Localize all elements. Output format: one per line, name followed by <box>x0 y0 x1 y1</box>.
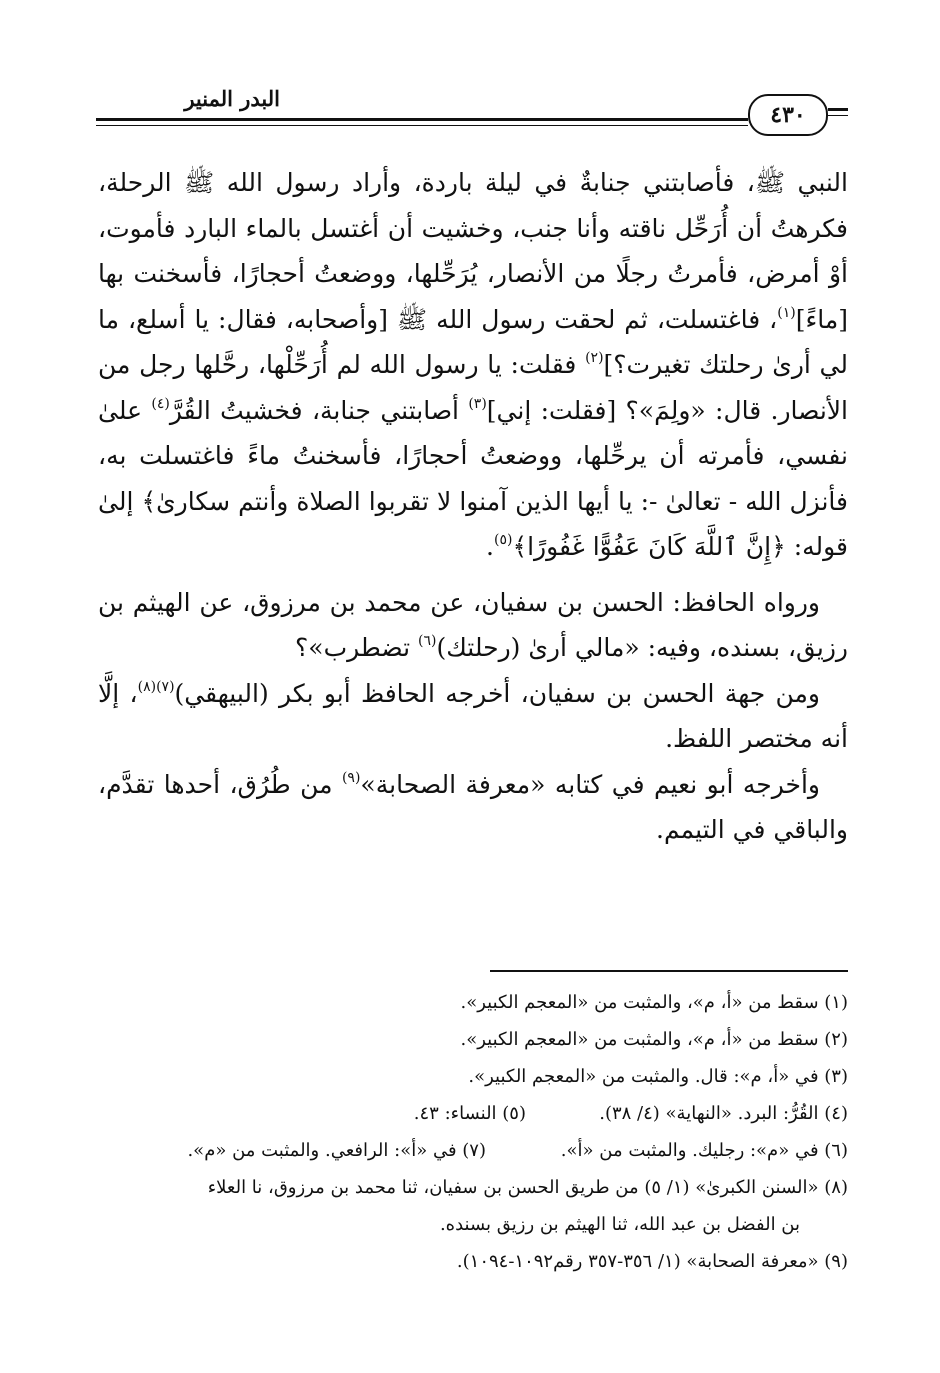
page-number: ٤٣٠ <box>748 94 828 136</box>
footnote-9: (٩) «معرفة الصحابة» (١/ ٣٥٦-٣٥٧ رقم١٠٩٢-١٠٩٤). <box>456 1251 848 1272</box>
footnote-row-4-5 <box>98 1095 848 1132</box>
footnote-ref-8[interactable]: (٨) <box>137 678 157 695</box>
footnote-8-continued: بن الفضل بن عبد الله، ثنا الهيثم بن رزيق بسنده. <box>439 1214 800 1235</box>
footnote-ref-1[interactable]: (١) <box>777 304 796 321</box>
paragraph-hafiz: ورواه الحافظ: الحسن بن سفيان، عن محمد بن مرزوق، عن الهيثم بن رزيق، بسنده، وفيه: «مالي أرىٰ (رحلتك)$^{(٦)}$ تضطرب»؟ <box>98 587 848 662</box>
header-rule-right <box>828 108 848 116</box>
footnote-ref-7[interactable]: (٧) <box>156 678 175 695</box>
footnote-ref-4[interactable]: (٤) <box>151 395 170 412</box>
footnotes <box>98 984 848 1280</box>
footnote-3: (٣) في «أ، م»: قال. والمثبت من «المعجم الكبير». <box>468 1066 848 1087</box>
body-text <box>98 160 848 853</box>
footnote-row-6-7 <box>98 1132 848 1169</box>
footnote-separator <box>490 970 848 972</box>
footnote-ref-5[interactable]: (٥) <box>493 532 513 548</box>
footnote-ref-3[interactable]: (٣) <box>468 395 487 412</box>
page-header <box>96 80 848 140</box>
paragraph-bayhaqi: ومن جهة الحسن بن سفيان، أخرجه الحافظ أبو بكر (البيهقي)$^{(٧)(٨)}$، إلَّا أنه مختصر اللفظ. <box>98 678 848 753</box>
footnote-1: (١) سقط من «أ، م»، والمثبت من «المعجم الكبير». <box>460 992 848 1013</box>
paragraph-abu-nuaym: وأخرجه أبو نعيم في كتابه «معرفة الصحابة»$^{(٩)}$ من طُرُق، أحدها تقدَّم، والباقي في التيمم. <box>98 769 848 844</box>
footnote-4: (٤) القُرُّ: البرد. «النهاية» (٤/ ٣٨). <box>599 1103 848 1124</box>
footnote-8: (٨) «السنن الكبرىٰ» (١/ ٥) من طريق الحسن بن سفيان، ثنا محمد بن مرزوق، نا العلاء <box>207 1177 848 1198</box>
footnote-6: (٦) في «م»: رجليك. والمثبت من «أ». <box>560 1140 848 1161</box>
footnote-2: (٢) سقط من «أ، م»، والمثبت من «المعجم الكبير». <box>460 1029 848 1050</box>
paragraph-hadith: النبي ﷺ، فأصابتني جنابةٌ في ليلة باردة، وأراد رسول الله ﷺ الرحلة، فكرهتُ أن أُرَحِّل ناقته وأنا جنب، وخشيت أن أغتسل بالماء البارد فأموت، أوْ أمرض، فأمرتُ رجلًا من الأنصار، يُرَحِّلها، ووضعتُ أحجارًا، فأسخنت بها [ماءً]$^{(١)}$، فاغتسلت، ثم لحقت رسول الله ﷺ [وأصحابه، فقال: يا أسلع، ما لي أرىٰ رحلتك تغيرت؟]$^{(٢)}$ فقلت: يا رسول الله لم أُرَحِّلْها، رحَّلها رجل من الأنصار. قال: «ولِمَ»؟ [فقلت: إني]$^{(٣)}$ أصابتني جنابة، فخشيتُ القُرَّ$^{(٤)}$ علىٰ نفسي، فأمرته أن يرحِّلها، ووضعتُ أحجارًا، فأسخنتُ ماءً فاغتسلت به، فأنزل الله - تعالىٰ -: يا أيها الذين آمنوا لا تقربوا الصلاة وأنتم سكارىٰ﴾ إلىٰ قوله: ﴿إِنَّ ٱللَّهَ كَانَ عَفُوًّا غَفُورًا﴾$^{(٥)}$. <box>98 168 848 561</box>
footnote-ref-2[interactable]: (٢) <box>585 350 604 366</box>
footnote-ref-9[interactable]: (٩) <box>341 769 361 786</box>
book-title: البدر المنير <box>184 86 280 111</box>
header-rule <box>96 118 748 126</box>
footnote-ref-6[interactable]: (٦) <box>418 633 437 649</box>
footnote-5: (٥) النساء: ٤٣. <box>413 1103 526 1124</box>
footnote-7: (٧) في «أ»: الرافعي. والمثبت من «م». <box>187 1140 486 1161</box>
